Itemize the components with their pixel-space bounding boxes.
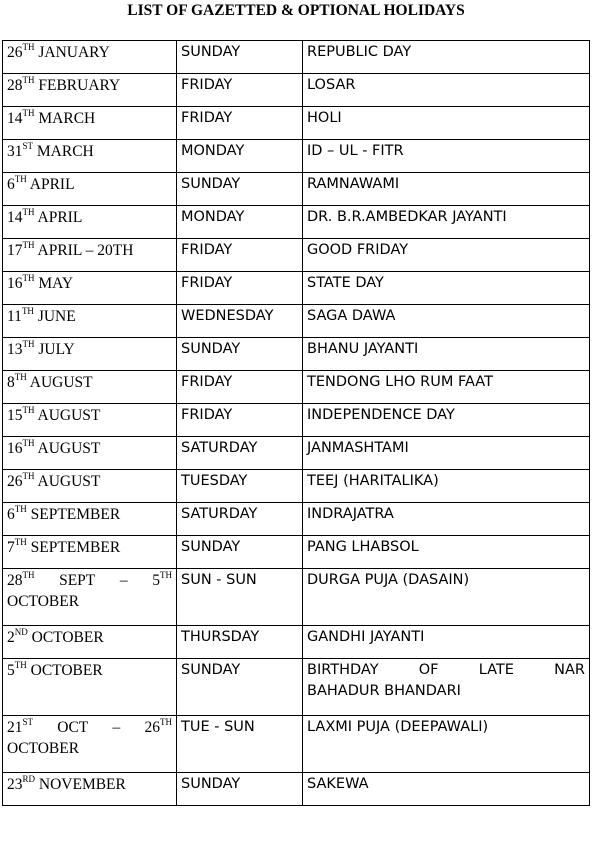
table-row [3,626,590,659]
range-dash: – [119,572,128,589]
table-row [3,41,590,74]
table-row [3,206,590,239]
holiday-cell: STATE DAY [303,272,590,305]
range-start-day: 28TH [7,570,35,589]
weekday-cell: TUESDAY [177,470,303,503]
date-cell: 26TH AUGUST [3,470,177,503]
date-cell [3,716,177,773]
table-row [3,107,590,140]
table-row [3,404,590,437]
table-row [3,773,590,806]
date-cell: 15TH AUGUST [3,404,177,437]
holiday-cell: GANDHI JAYANTI [303,626,590,659]
holiday-text-2: BAHADUR BHANDARI [307,683,461,699]
weekday-cell: SATURDAY [177,437,303,470]
date-cell: 6TH APRIL [3,173,177,206]
date-cell: 14TH MARCH [3,107,177,140]
date-cell: 2ND OCTOBER [3,626,177,659]
holiday-table [2,40,590,806]
holiday-cell: LAXMI PUJA (DEEPAWALI) [303,716,590,773]
holiday-cell: GOOD FRIDAY [303,239,590,272]
table-row [3,716,590,773]
range-end-month: OCTOBER [7,740,80,757]
weekday-cell: THURSDAY [177,626,303,659]
holiday-cell: RAMNAWAMI [303,173,590,206]
table-row [3,305,590,338]
holiday-cell: INDEPENDENCE DAY [303,404,590,437]
table-row [3,437,590,470]
table-row [3,173,590,206]
weekday-cell: SUN - SUN [177,569,303,626]
table-row [3,503,590,536]
date-cell: 31ST MARCH [3,140,177,173]
holiday-cell: INDRAJATRA [303,503,590,536]
holiday-cell: SAGA DAWA [303,305,590,338]
table-row [3,74,590,107]
range-end-month: OCTOBER [7,593,80,610]
table-row [3,536,590,569]
date-cell: 13TH JULY [3,338,177,371]
holiday-cell: REPUBLIC DAY [303,41,590,74]
holiday-cell: PANG LHABSOL [303,536,590,569]
weekday-cell: SUNDAY [177,41,303,74]
weekday-cell: SATURDAY [177,503,303,536]
date-cell: 8TH AUGUST [3,371,177,404]
date-cell: 5TH OCTOBER [3,659,177,716]
table-row [3,659,590,716]
weekday-cell: WEDNESDAY [177,305,303,338]
date-cell: 28TH FEBRUARY [3,74,177,107]
table-row [3,239,590,272]
weekday-cell: SUNDAY [177,173,303,206]
date-cell: 26TH JANUARY [3,41,177,74]
date-range-line [7,570,172,591]
weekday-cell: TUE - SUN [177,716,303,773]
weekday-cell: FRIDAY [177,107,303,140]
date-cell [3,569,177,626]
table-row [3,371,590,404]
date-cell: 16TH AUGUST [3,437,177,470]
date-cell: 11TH JUNE [3,305,177,338]
range-end-day: 26TH [144,717,172,736]
weekday-cell: MONDAY [177,206,303,239]
holiday-cell: DURGA PUJA (DASAIN) [303,569,590,626]
table-row [3,140,590,173]
table-row [3,470,590,503]
date-cell: 6TH SEPTEMBER [3,503,177,536]
table-row [3,338,590,371]
date-cell: 14TH APRIL [3,206,177,239]
weekday-cell: FRIDAY [177,371,303,404]
date-cell: 16TH MAY [3,272,177,305]
holiday-text-1: BIRTHDAY OF LATE NAR [307,662,585,678]
holiday-cell: BHANU JAYANTI [303,338,590,371]
range-dash: – [112,719,121,736]
holiday-cell: TEEJ (HARITALIKA) [303,470,590,503]
holiday-cell: TENDONG LHO RUM FAAT [303,371,590,404]
weekday-cell: FRIDAY [177,272,303,305]
holiday-line-1 [307,660,585,681]
date-cell: 23RD NOVEMBER [3,773,177,806]
holiday-cell: LOSAR [303,74,590,107]
weekday-cell: MONDAY [177,140,303,173]
weekday-cell: FRIDAY [177,239,303,272]
range-start-month: OCT [57,719,89,736]
range-end-day: 5TH [152,570,172,589]
weekday-cell: FRIDAY [177,404,303,437]
weekday-cell: FRIDAY [177,74,303,107]
date-cell: 7TH SEPTEMBER [3,536,177,569]
holiday-cell: HOLI [303,107,590,140]
table-row [3,272,590,305]
date-cell: 17TH APRIL – 20TH [3,239,177,272]
weekday-cell: SUNDAY [177,536,303,569]
holiday-cell: DR. B.R.AMBEDKAR JAYANTI [303,206,590,239]
holiday-cell: SAKEWA [303,773,590,806]
page-title: LIST OF GAZETTED & OPTIONAL HOLIDAYS [127,2,465,19]
holiday-cell: ID – UL - FITR [303,140,590,173]
range-start-month: SEPT [59,572,96,589]
holiday-cell [303,659,590,716]
table-row [3,569,590,626]
weekday-cell: SUNDAY [177,338,303,371]
date-range-line [7,717,172,738]
weekday-cell: SUNDAY [177,773,303,806]
range-start-day: 21ST [7,717,34,736]
weekday-cell: SUNDAY [177,659,303,716]
holiday-cell: JANMASHTAMI [303,437,590,470]
